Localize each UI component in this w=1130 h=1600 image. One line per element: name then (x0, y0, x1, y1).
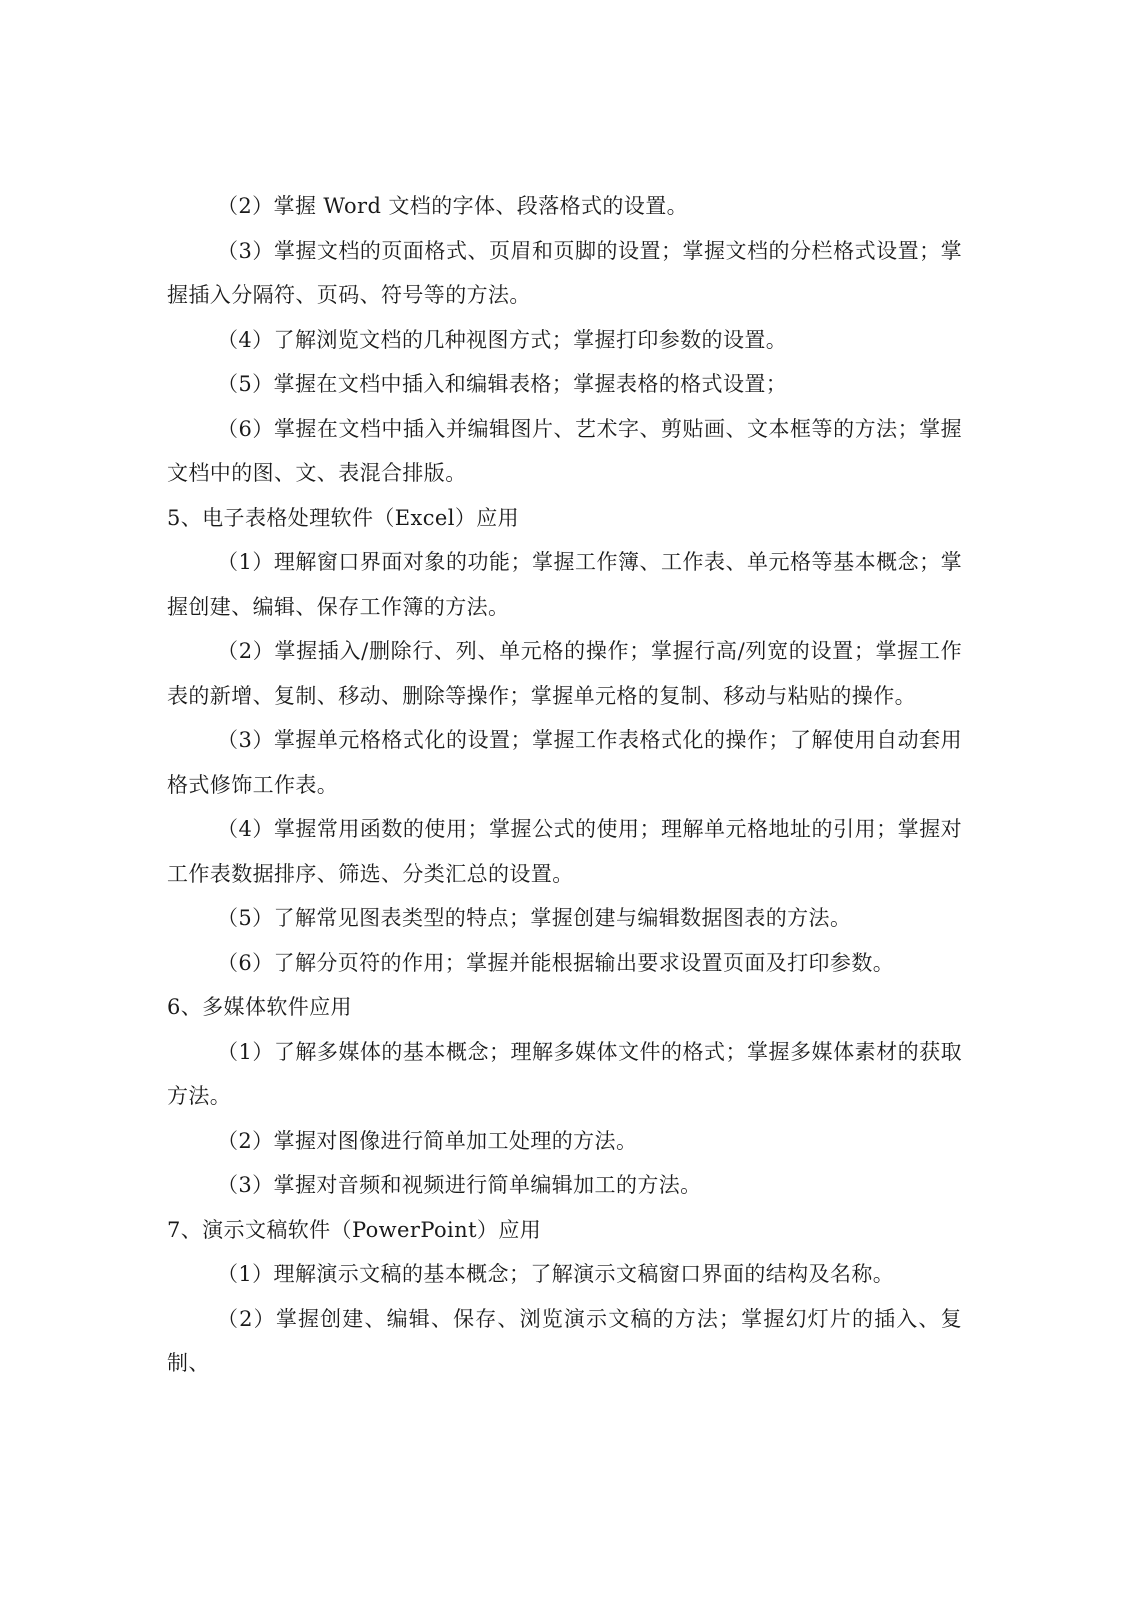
list-item-word-views: （4）了解浏览文档的几种视图方式；掌握打印参数的设置。 (217, 327, 788, 352)
list-item-word-font: （2）掌握 Word 文档的字体、段落格式的设置。 (217, 194, 688, 218)
list-item-excel-charts: （5）了解常见图表类型的特点；掌握创建与编辑数据图表的方法。 (217, 906, 852, 930)
list-item-word-images: （6）掌握在文档中插入并编辑图片、艺术字、剪贴画、文本框等的方法；掌握文档中的图、文、表混合排版。 (167, 416, 962, 485)
list-item-excel-formatting: （3）掌握单元格格式化的设置；掌握工作表格式化的操作；了解使用自动套用格式修饰工作表。 (167, 728, 962, 797)
list-item-excel-rows-columns: （2）掌握插入/删除行、列、单元格的操作；掌握行高/列宽的设置；掌握工作表的新增、复制、移动、删除等操作；掌握单元格的复制、移动与粘贴的操作。 (167, 639, 962, 708)
list-item-ppt-concepts: （1）理解演示文稿的基本概念；了解演示文稿窗口界面的结构及名称。 (217, 1262, 895, 1286)
list-item-excel-concepts: （1）理解窗口界面对象的功能；掌握工作簿、工作表、单元格等基本概念；掌握创建、编辑、保存工作簿的方法。 (167, 550, 962, 619)
list-item-excel-functions: （4）掌握常用函数的使用；掌握公式的使用；理解单元格地址的引用；掌握对工作表数据排序、筛选、分类汇总的设置。 (167, 817, 962, 886)
section-heading-powerpoint: 7、演示文稿软件（PowerPoint）应用 (167, 1217, 542, 1242)
list-item-multimedia-audio-video: （3）掌握对音频和视频进行简单编辑加工的方法。 (217, 1173, 702, 1197)
list-item-multimedia-images: （2）掌握对图像进行简单加工处理的方法。 (217, 1128, 638, 1153)
section-heading-excel: 5、电子表格处理软件（Excel）应用 (167, 505, 520, 530)
section-heading-multimedia: 6、多媒体软件应用 (167, 995, 352, 1019)
list-item-word-page-format: （3）掌握文档的页面格式、页眉和页脚的设置；掌握文档的分栏格式设置；掌握插入分隔符、页码、符号等的方法。 (167, 238, 962, 307)
list-item-excel-printing: （6）了解分页符的作用；掌握并能根据输出要求设置页面及打印参数。 (217, 950, 895, 975)
document-body (167, 184, 962, 1386)
list-item-word-tables: （5）掌握在文档中插入和编辑表格；掌握表格的格式设置； (217, 372, 788, 396)
list-item-ppt-editing: （2）掌握创建、编辑、保存、浏览演示文稿的方法；掌握幻灯片的插入、复制、 (167, 1306, 962, 1375)
list-item-multimedia-concepts: （1）了解多媒体的基本概念；理解多媒体文件的格式；掌握多媒体素材的获取方法。 (167, 1039, 962, 1108)
